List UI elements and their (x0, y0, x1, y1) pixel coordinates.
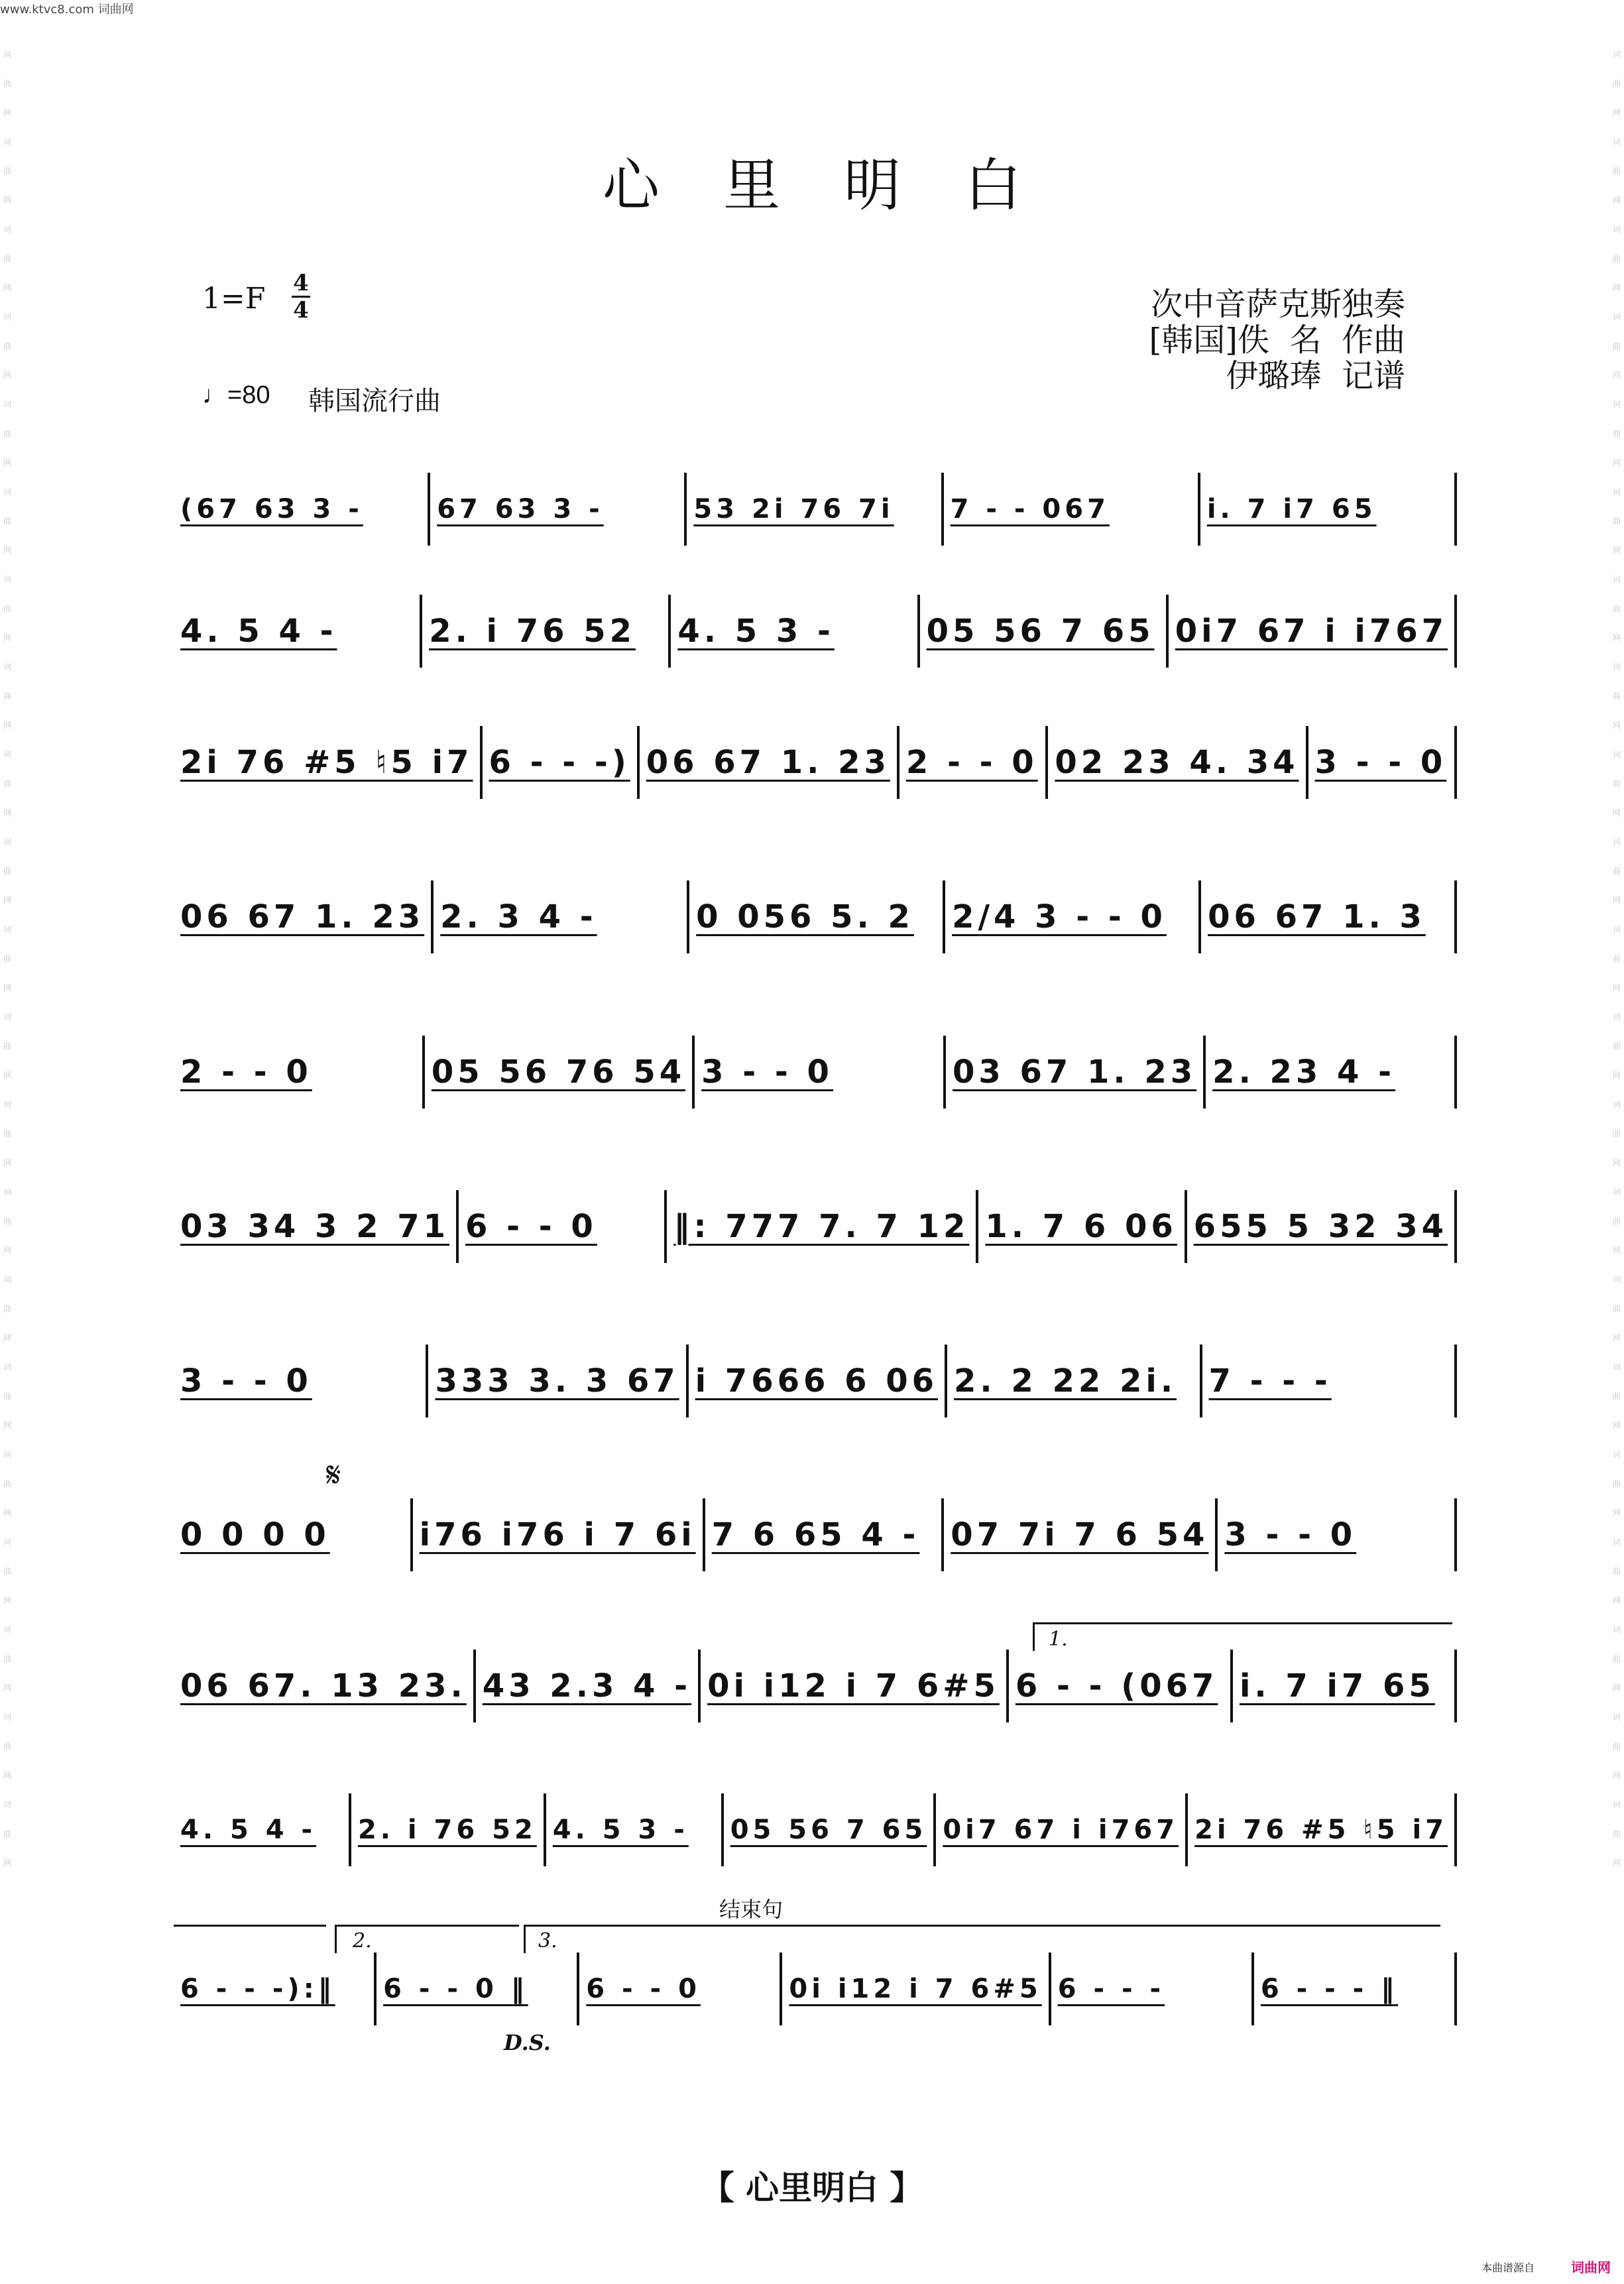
measure-notes: 6 - - 0 (586, 1974, 701, 2004)
measure-notes: 6 - - -) (489, 744, 630, 781)
measure (946, 1036, 1206, 1109)
measure (413, 1498, 705, 1571)
measure (377, 1953, 579, 2025)
measure (724, 1793, 937, 1866)
measure-notes: 3 - - 0 (180, 1362, 312, 1400)
measure-notes: 4. 5 4 - (180, 1815, 317, 1845)
measure (428, 1345, 688, 1417)
score-row (174, 1495, 1457, 1575)
measure-notes: i76 i76 i 7 6i (419, 1516, 696, 1553)
measure (782, 1953, 1051, 2025)
score-row (174, 1790, 1457, 1870)
measure-notes: 2. 3 4 - (440, 898, 597, 935)
time-signature (292, 270, 310, 323)
side-watermark: 词曲网词曲网词曲网词曲网词曲网词曲网词曲网词曲网词曲网词曲网词曲网词曲网词曲网词曲网词曲网词曲网词曲网词曲网词曲网词曲网词曲网 (1612, 50, 1621, 1868)
measure (1308, 726, 1457, 799)
measure-notes: (67 63 3 - (180, 494, 363, 524)
ending-1-label: 1. (1049, 1628, 1068, 1651)
measure-notes: 4. 5 3 - (677, 613, 835, 650)
genre-label: 韩国流行曲 (308, 386, 441, 416)
site-url[interactable]: www.ktvc8.com 词曲网 (0, 3, 134, 17)
measure-notes: 0i7 67 i i767 (1175, 613, 1448, 650)
score-row (174, 1187, 1457, 1266)
measure-notes: 3 - - 0 (701, 1053, 833, 1091)
measure-notes: 7 - - - (1208, 1362, 1332, 1400)
measure-notes: 3 - - 0 (1314, 744, 1447, 781)
measure (476, 1650, 701, 1722)
measure-notes: 0i i12 i 7 6#5 (707, 1667, 1000, 1705)
measure (1200, 473, 1457, 546)
ending-3-bracket (524, 1925, 1440, 1953)
measure-notes: i. 7 i7 65 (1206, 494, 1377, 524)
measure (944, 473, 1200, 546)
measure-notes: 7 6 65 4 - (711, 1516, 920, 1553)
measure-notes: 4. 5 3 - (552, 1815, 689, 1845)
measure (687, 473, 943, 546)
measure-notes: 05 56 7 65 (926, 613, 1155, 650)
measure-notes: 3 - - 0 (1224, 1516, 1357, 1553)
measure (174, 1793, 351, 1866)
side-watermark: 词曲网词曲网词曲网词曲网词曲网词曲网词曲网词曲网词曲网词曲网词曲网词曲网词曲网词曲网词曲网词曲网词曲网词曲网词曲网词曲网词曲网 (3, 50, 11, 1868)
time-sig-top: 4 (293, 270, 309, 296)
measure (1009, 1650, 1233, 1722)
measure-notes: 6 - - 0 (465, 1208, 597, 1245)
measure (920, 595, 1169, 668)
measure (1206, 1036, 1457, 1109)
measure-notes: 03 34 3 2 71 (180, 1208, 450, 1245)
transcriber-credit: 伊璐琫 记谱 (1226, 357, 1405, 394)
measure-notes: 6 - - (067 (1015, 1667, 1218, 1705)
measure (1188, 1793, 1457, 1866)
measure-notes: 2 - - 0 (905, 744, 1038, 781)
measure (640, 726, 899, 799)
measure (174, 1650, 476, 1722)
measure-notes: 06 67 1. 23 (646, 744, 890, 781)
ending-2-label: 2. (353, 1929, 372, 1953)
repeat-bracket (174, 1925, 326, 1953)
footer-source-note: 本曲谱源自 (1481, 2261, 1535, 2274)
measure (689, 880, 945, 953)
score-row (174, 877, 1457, 957)
measure-notes: 0 0 0 0 (180, 1516, 330, 1553)
measure-notes: 2/4 3 - - 0 (952, 898, 1167, 935)
measure (978, 1190, 1187, 1263)
measure-notes: 333 3. 3 67 (435, 1362, 679, 1400)
measure (174, 1190, 459, 1263)
measure-notes: ‖: 777 7. 7 12 (673, 1208, 970, 1245)
score-row (174, 1646, 1457, 1726)
measure-notes: 6 - - -):‖ (180, 1974, 335, 2004)
measure-notes: 06 67 1. 23 (180, 898, 425, 935)
measure-notes: 2 - - 0 (180, 1053, 312, 1091)
measure (422, 595, 671, 668)
composer-credit: [韩国]佚 名 作曲 (1149, 322, 1405, 359)
measure-notes: 6 - - - (1057, 1974, 1165, 2004)
measure-notes: 0i i12 i 7 6#5 (789, 1974, 1042, 2004)
measure-notes: 67 63 3 - (437, 494, 604, 524)
measure-notes: 2. i 76 52 (357, 1815, 537, 1845)
measure-notes: 2i 76 #5 ♮5 i7 (180, 744, 473, 781)
measure-notes: 6 - - 0 ‖ (383, 1974, 528, 2004)
measure-notes: 1. 7 6 06 (985, 1208, 1177, 1245)
footer-title: 【 心里明白 】 (701, 2169, 923, 2207)
key-signature: 1=F (202, 282, 266, 316)
time-sig-bottom: 4 (293, 297, 309, 324)
measure-notes: i. 7 i7 65 (1239, 1667, 1435, 1705)
measure (546, 1793, 724, 1866)
measure-notes: 06 67. 13 23. (180, 1667, 467, 1705)
measure (1048, 726, 1308, 799)
measure (459, 1190, 667, 1263)
measure-notes: 2. i 76 52 (429, 613, 636, 650)
footer-logo[interactable]: 词曲网 (1571, 2259, 1611, 2275)
measure (174, 1953, 377, 2025)
measure-notes: 05 56 7 65 (730, 1815, 927, 1845)
segno-sign: 𝄋 (326, 1455, 341, 1495)
song-title: 心里明白 (603, 152, 1085, 219)
measure-notes: 6 - - - ‖ (1260, 1974, 1399, 2004)
measure (425, 1036, 695, 1109)
measure (174, 1036, 425, 1109)
measure (174, 1498, 413, 1571)
measure (701, 1650, 1009, 1722)
measure-notes: 02 23 4. 34 (1055, 744, 1299, 781)
measure (1233, 1650, 1457, 1722)
measure (689, 1345, 947, 1417)
measure (430, 473, 687, 546)
measure (947, 1345, 1202, 1417)
measure-notes: 7 - - 067 (950, 494, 1110, 524)
measure (671, 595, 919, 668)
measure (705, 1498, 945, 1571)
measure-notes: 07 7i 7 6 54 (951, 1516, 1209, 1553)
instrument-credit: 次中音萨克斯独奏 (1150, 286, 1405, 323)
measure-notes: 0i7 67 i i767 (943, 1815, 1179, 1845)
measure (1169, 595, 1457, 668)
ending-3-label: 3. (538, 1929, 557, 1953)
measure (944, 1498, 1218, 1571)
score-row (174, 469, 1457, 549)
measure (1051, 1953, 1254, 2025)
measure (1187, 1190, 1457, 1263)
measure (1201, 880, 1457, 953)
ending-1-bracket (1033, 1622, 1452, 1651)
measure-notes: 03 67 1. 23 (953, 1053, 1197, 1091)
measure (434, 880, 689, 953)
measure-notes: 0 056 5. 2 (696, 898, 914, 935)
measure (174, 595, 422, 668)
measure (945, 880, 1201, 953)
measure (579, 1953, 782, 2025)
score-row (174, 1341, 1457, 1421)
measure (174, 880, 434, 953)
measure (695, 1036, 946, 1109)
score-row (174, 591, 1457, 671)
tempo-mark: ♩=80 (202, 381, 270, 409)
measure-notes: 2. 2 22 2i. (954, 1362, 1177, 1400)
measure (667, 1190, 978, 1263)
measure (351, 1793, 546, 1866)
measure (936, 1793, 1188, 1866)
score-row (174, 723, 1457, 802)
measure (174, 1345, 428, 1417)
measure-notes: 4. 5 4 - (180, 613, 337, 650)
measure-notes: 06 67 1. 3 (1208, 898, 1426, 935)
measure-notes: 05 56 76 54 (431, 1053, 686, 1091)
coda-label: 结束句 (719, 1897, 783, 1922)
measure (174, 473, 430, 546)
measure (899, 726, 1048, 799)
measure-notes: 2i 76 #5 ♮5 i7 (1194, 1815, 1448, 1845)
score-row (174, 1032, 1457, 1112)
dal-segno-mark: D.S. (504, 2030, 551, 2055)
measure-notes: i 7666 6 06 (695, 1362, 939, 1400)
credits (1149, 286, 1406, 394)
measure-notes: 2. 23 4 - (1212, 1053, 1396, 1091)
measure (1218, 1498, 1457, 1571)
measure (483, 726, 640, 799)
measure (1202, 1345, 1457, 1417)
measure-notes: 655 5 32 34 (1193, 1208, 1448, 1245)
measure (1254, 1953, 1457, 2025)
score-row (174, 1949, 1457, 2029)
measure-notes: 53 2i 76 7i (693, 494, 894, 524)
measure (174, 726, 483, 799)
measure-notes: 43 2.3 4 - (482, 1667, 692, 1705)
